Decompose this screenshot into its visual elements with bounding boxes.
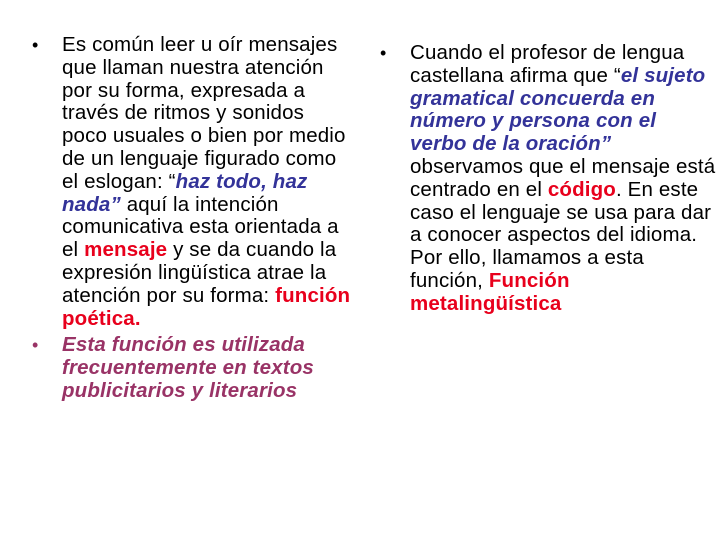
bullet-text: Es común leer u oír mensajes que llaman nuestra atención por su forma, expresada a través de ritmos y sonidos poco usuales o bien por medio de un lenguaje figurado como el eslogan: “ xyxy=(62,33,346,193)
metalinguistic-function-highlight: Función metalingüística xyxy=(410,268,570,315)
bullet-text: observamos que el mensaje está centrado en el xyxy=(410,154,716,201)
bullet-poetic-function xyxy=(30,34,352,330)
bullet-text: y se da cuando la expresión lingüística atrae la atención por su forma: xyxy=(62,238,337,307)
slogan-highlight: haz todo, haz nada” xyxy=(62,169,308,216)
bullet-text: . En este caso el lenguaje se usa para dar a conocer aspectos del idioma. Por ello, llamamos a esta función, xyxy=(410,177,712,292)
poetic-function-highlight: función poética. xyxy=(62,283,351,330)
codigo-highlight: código xyxy=(547,177,616,201)
bullet-text: aquí la intención comunicativa esta orientada a el xyxy=(62,192,339,262)
bullet-icon: • xyxy=(380,43,387,63)
quote-highlight: el sujeto gramatical concuerda en número y persona con el verbo de la oración” xyxy=(410,63,706,156)
bullet-icon: • xyxy=(32,35,39,55)
mensaje-highlight: mensaje xyxy=(84,238,168,262)
usage-text: Esta función es utilizada frecuentemente en textos publicitarios y literarios xyxy=(62,333,314,402)
right-column xyxy=(378,42,718,316)
bullet-text: Cuando el profesor de lengua castellana afirma que “ xyxy=(410,41,685,87)
bullet-icon: • xyxy=(32,335,39,356)
bullet-usage xyxy=(30,334,352,402)
bullet-metalinguistic-function xyxy=(378,42,718,316)
left-column xyxy=(30,34,352,403)
